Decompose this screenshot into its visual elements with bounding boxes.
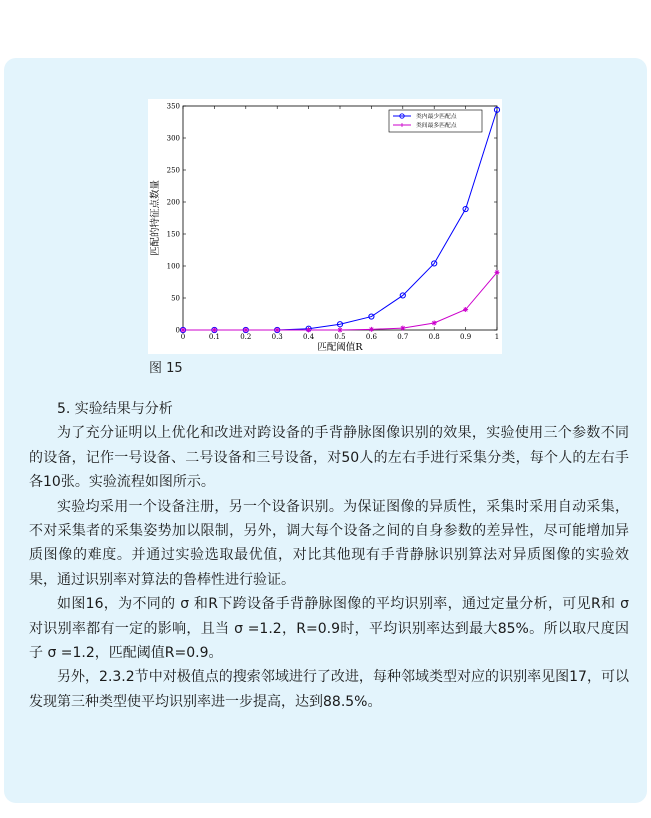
y-tick-label: 100: [166, 262, 180, 271]
data-point: [369, 327, 374, 332]
data-point: [181, 328, 186, 333]
paragraph-2: 实验均采用一个设备注册，另一个设备识别。为保证图像的异质性，采集时采用自动采集，不对采集者的采集姿势加以限制，另外，调大每个设备之间的自身参数的差异性，尽可能增加异质图像的难度。并通过实验选取最优值，对比其他现有手背静脉识别算法对异质图像的实验效果，通过识别率对算法的鲁棒性进行验证。: [29, 498, 629, 588]
x-tick-label: 0.5: [334, 333, 346, 341]
chart-axes: [149, 103, 499, 354]
plot-frame: [183, 106, 497, 330]
data-point: [212, 328, 217, 333]
legend-label: 类间最多匹配点: [416, 123, 457, 130]
series-line-1: [183, 110, 497, 330]
legend-label: 类内最少匹配点: [416, 114, 457, 121]
data-point: [400, 326, 405, 331]
x-tick-label: 0.1: [208, 333, 220, 341]
chart-svg: [148, 99, 502, 354]
x-tick-label: 0.9: [460, 333, 472, 341]
data-point: [243, 328, 248, 333]
x-tick-label: 0.7: [397, 333, 409, 341]
x-tick-label: 0.2: [240, 333, 252, 341]
section-heading: 5. 实验结果与分析: [57, 401, 173, 417]
y-tick-label: 50: [171, 294, 180, 303]
x-axis-label: 匹配阈值R: [317, 342, 363, 353]
y-tick-label: 200: [166, 198, 180, 207]
line-chart: [148, 99, 502, 354]
data-point: [463, 307, 468, 312]
x-tick-label: 1: [494, 333, 500, 341]
y-tick-label: 0: [175, 326, 180, 335]
y-tick-label: 350: [166, 102, 180, 111]
paragraph-1: 为了充分证明以上优化和改进对跨设备的手背静脉图像识别的效果，实验使用三个参数不同的设备，记作一号设备、二号设备和三号设备，对50人的左右手进行采集分类，每个人的左右手各10张。实验流程如图所示。: [29, 425, 629, 491]
y-tick-label: 250: [166, 166, 180, 175]
chart-legend: [389, 110, 482, 132]
data-point: [495, 270, 500, 275]
y-tick-label: 150: [166, 230, 180, 239]
article-body: [29, 397, 629, 714]
x-tick-label: 0.8: [428, 333, 440, 341]
y-tick-label: 300: [166, 134, 180, 143]
y-axis-label: 匹配的特征点数量: [150, 179, 161, 257]
data-point: [338, 328, 343, 333]
chart-marks: [180, 107, 499, 332]
x-tick-label: 0: [180, 333, 186, 341]
data-point: [432, 320, 437, 325]
data-point: [275, 328, 280, 333]
x-tick-label: 0.4: [303, 333, 315, 341]
paragraph-3: 如图16，为不同的 σ 和R下跨设备手背静脉图像的平均识别率，通过定量分析，可见R和 σ 对识别率都有一定的影响，且当 σ =1.2，R=0.9时，平均识别率达到最大85%。所以取尺度因子 σ =1.2，匹配阈值R=0.9。: [29, 596, 629, 662]
x-tick-label: 0.6: [365, 333, 377, 341]
x-tick-label: 0.3: [271, 333, 283, 341]
data-point: [306, 328, 311, 333]
figure-caption: 图 15: [149, 361, 183, 376]
paragraph-4: 另外，2.3.2节中对极值点的搜索邻域进行了改进，每种邻域类型对应的识别率见图17，可以发现第三种类型使平均识别率进一步提高，达到88.5%。: [29, 669, 629, 710]
